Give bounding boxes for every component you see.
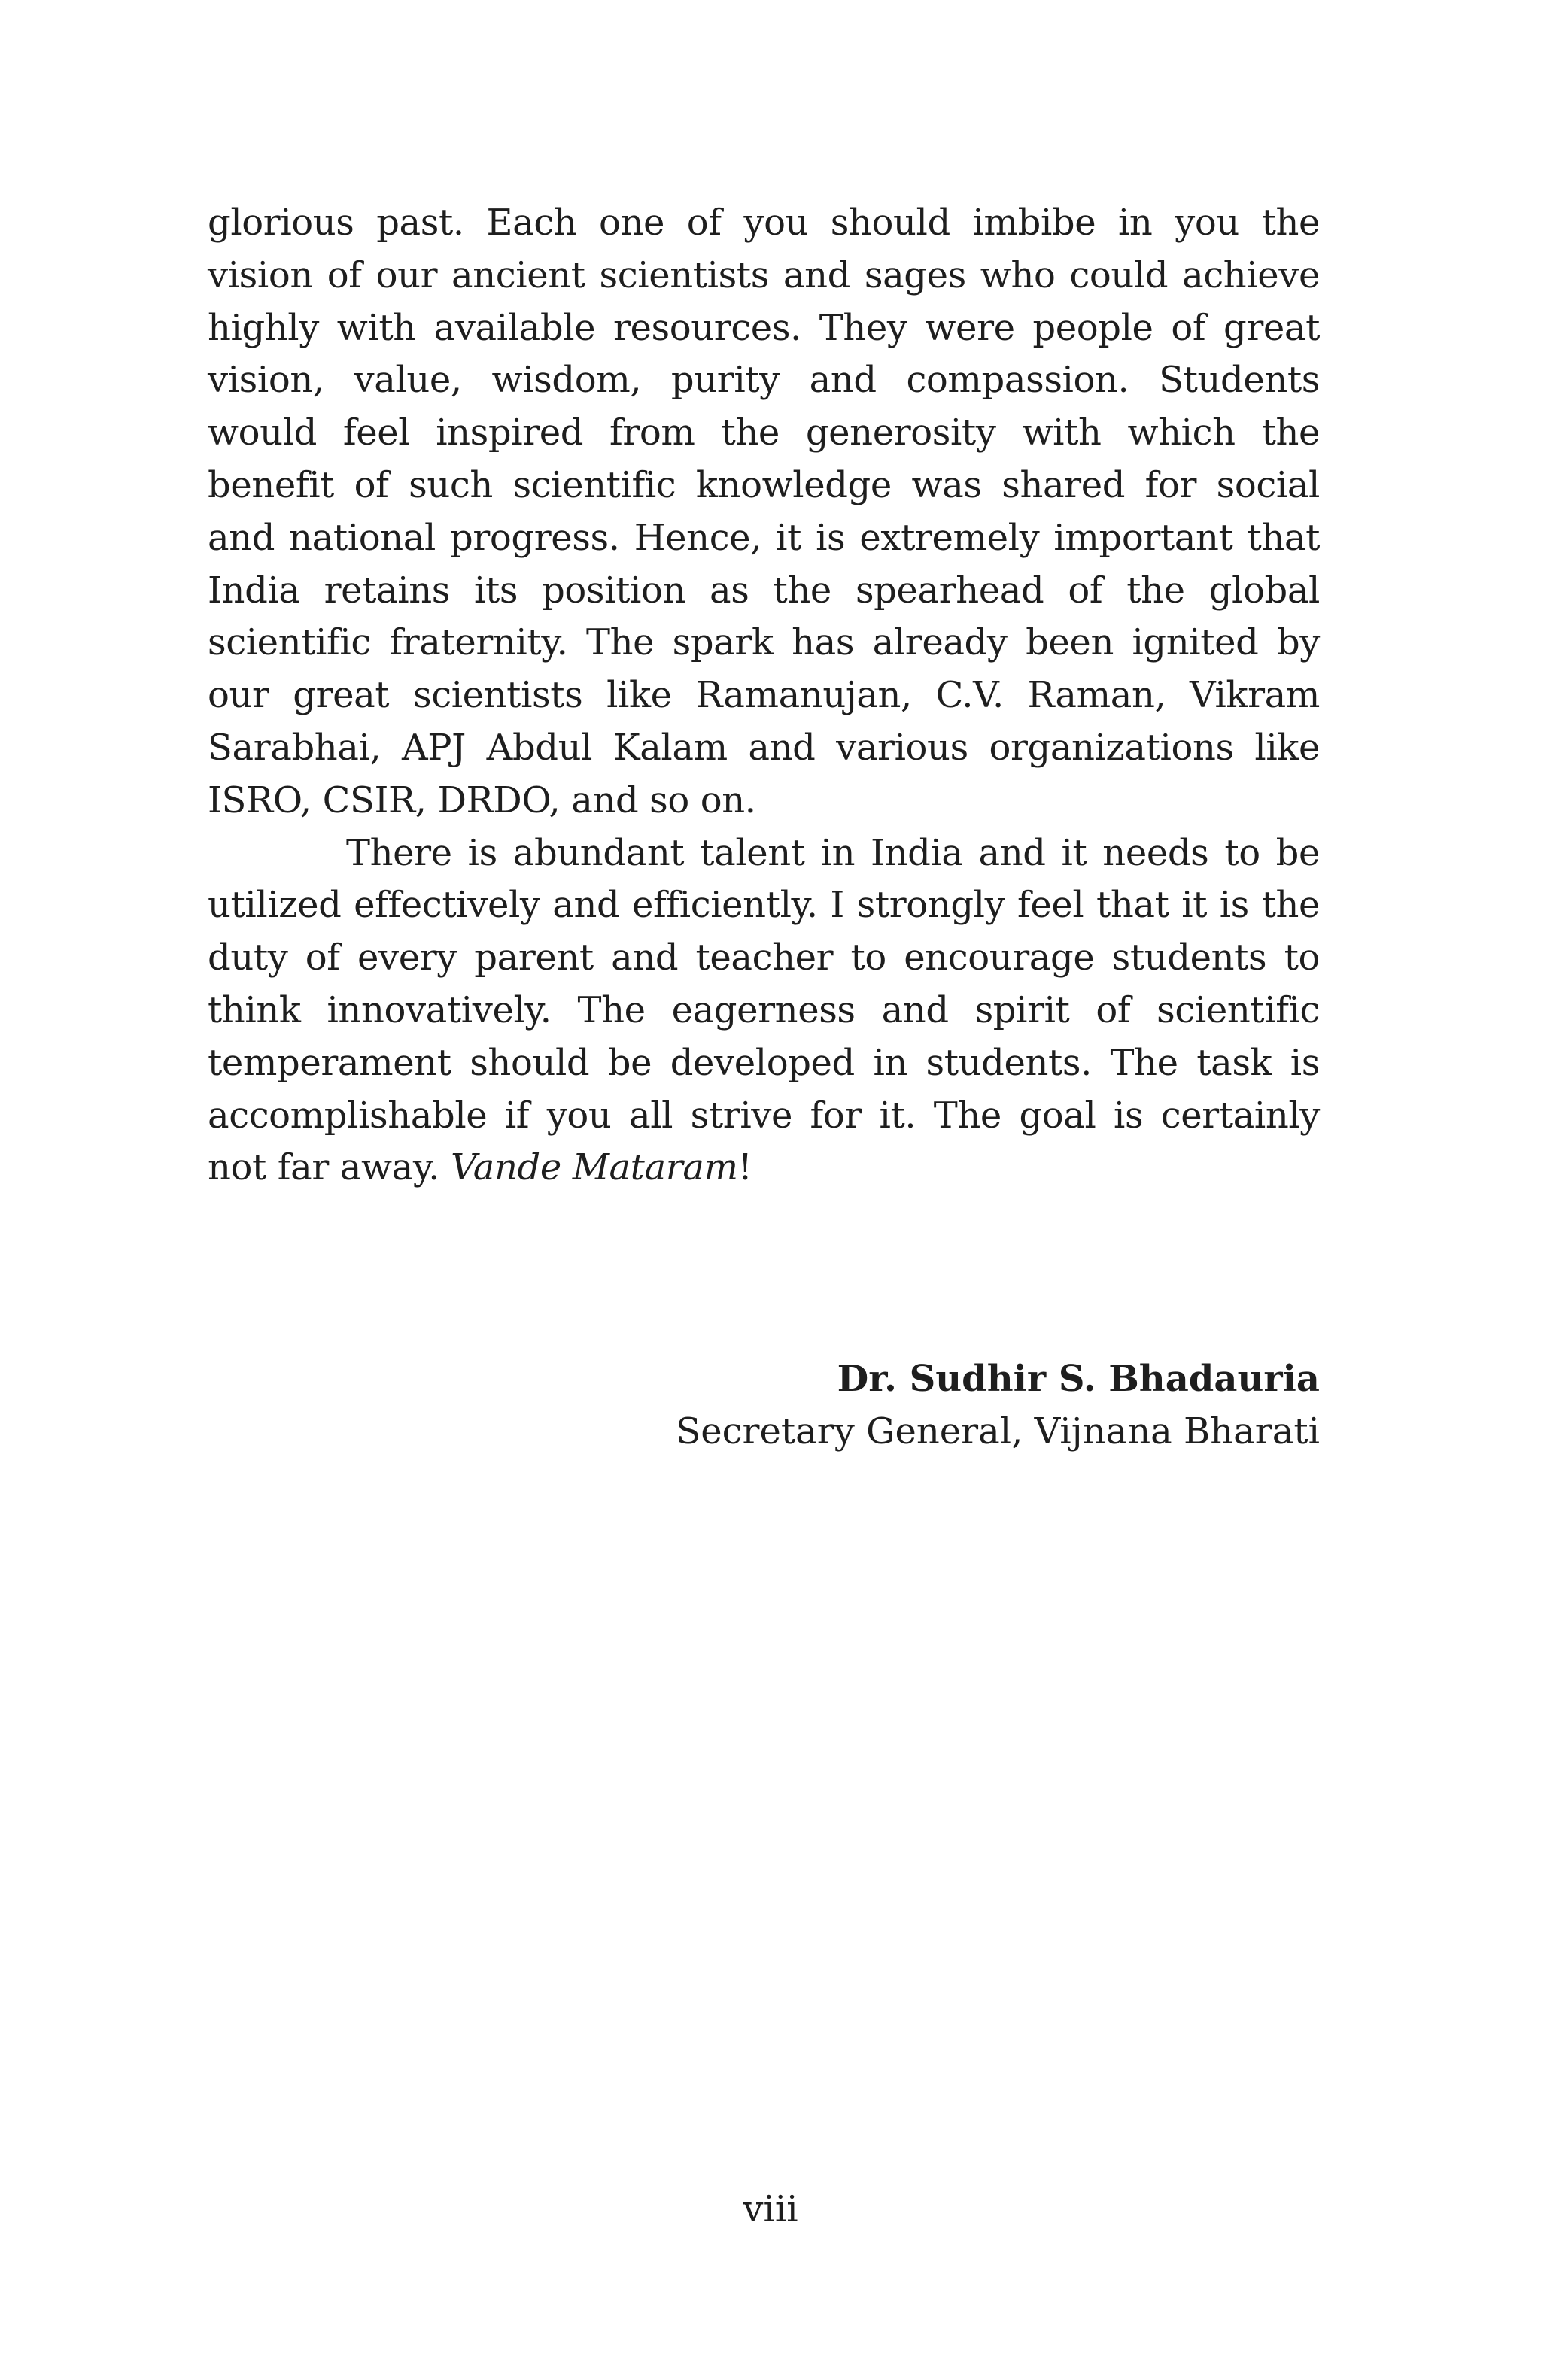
paragraph-1: glorious past. Each one of you should imbibe in you the vision of our ancient scientists and sages who could achieve highly with available resources. They were people of great vision, value, wisdom, purity and compassion. Students would feel inspired from the generosity with which the benefit of such scientific knowledge was shared for social and national progress. Hence, it is extremely important that India retains its position as the spearhead of the global scientific fraternity. The spark has already been ignited by our great scientists like Ramanujan, C.V. Raman, Vikram Sarabhai, APJ Abdul Kalam and various organizations like ISRO, CSIR, DRDO, and so on. xyxy=(208,202,1320,821)
signatory-title: Secretary General, Vijnana Bharati xyxy=(676,1410,1320,1453)
signatory-name: Dr. Sudhir S. Bhadauria xyxy=(837,1358,1320,1400)
paragraph-2-text: There is abundant talent in India and it needs to be utilized effectively and efficiently. I strongly feel that it is the duty of every parent and teacher to encourage students to think innovatively. The eagerness and spirit of scientific temperament should be developed in students. The task is accomplishable if you all strive for it. The goal is certainly not far away. xyxy=(208,831,1320,1189)
page-number: viii xyxy=(743,2188,798,2230)
closing-phrase: Vande Mataram xyxy=(450,1146,738,1189)
paragraph-2 xyxy=(208,827,1320,1195)
body-text xyxy=(208,197,1320,1195)
closing-punctuation: ! xyxy=(737,1146,752,1189)
signature-block xyxy=(676,1352,1320,1458)
